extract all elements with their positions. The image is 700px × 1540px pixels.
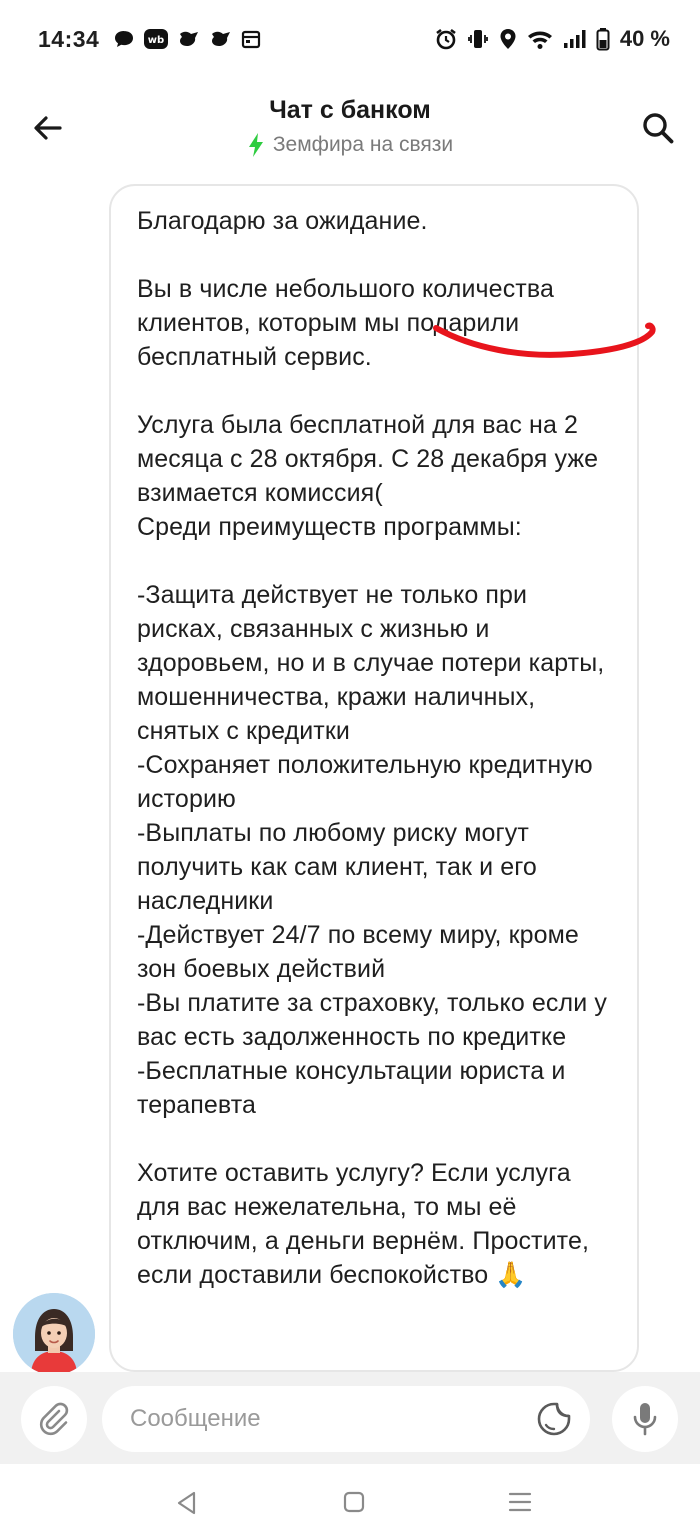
message-input-container bbox=[102, 1386, 590, 1452]
calendar-icon bbox=[241, 29, 261, 49]
sticker-button[interactable] bbox=[534, 1399, 574, 1439]
message-bubble bbox=[109, 184, 639, 1372]
status-bar bbox=[0, 0, 700, 78]
alarm-icon bbox=[434, 27, 458, 51]
agent-status-text: Земфира на связи bbox=[272, 133, 454, 156]
notification-icon bbox=[177, 29, 201, 49]
signal-icon bbox=[562, 28, 588, 50]
system-nav-bar bbox=[0, 1464, 700, 1540]
home-square-icon[interactable] bbox=[342, 1490, 366, 1514]
chat-bubble-icon bbox=[113, 29, 135, 49]
wb-icon bbox=[143, 28, 169, 50]
microphone-icon bbox=[631, 1401, 659, 1437]
recents-menu-icon[interactable] bbox=[508, 1490, 532, 1514]
back-triangle-icon[interactable] bbox=[174, 1490, 200, 1516]
wifi-icon bbox=[526, 28, 554, 50]
attach-button[interactable] bbox=[21, 1386, 87, 1452]
voice-message-button[interactable] bbox=[612, 1386, 678, 1452]
composer-bar bbox=[0, 1372, 700, 1464]
lightning-icon bbox=[247, 132, 265, 158]
search-icon bbox=[641, 111, 675, 145]
battery-icon bbox=[596, 27, 610, 51]
vibrate-icon bbox=[466, 27, 490, 51]
message-text: Благодарю за ожидание. Вы в числе небольшого количества клиентов, которым мы подарили бесплатный сервис. Услуга была бесплатной для вас на 2 месяца с 28 октября. С 28 декабря уже взимается комиссия( Среди преимуществ программы: -Защита действует не только при рисках, связанных с жизнью и здоровьем, но и в случае потери карты, мошенничества, кражи наличных, снятых с кредитки -Сохраняет положительную кредитную историю -Выплаты по любому риску могут получить как сам клиент, так и его наследники -Действует 24/7 по всему миру, кроме зон боевых действий -Вы платите за страховку, только если у вас есть задолженность по кредитке -Бесплатные консультации юриста и терапевта Хотите оставить услугу? Если услуга для вас нежелательна, то мы её отключим, а деньги вернём. Простите, если доставили беспокойство 🙏 bbox=[137, 207, 607, 1289]
status-right bbox=[434, 26, 670, 52]
agent-status bbox=[0, 132, 700, 158]
svg-text:wb: wb bbox=[148, 35, 165, 46]
chat-title: Чат с банком bbox=[269, 96, 431, 124]
paperclip-icon bbox=[37, 1402, 71, 1436]
notification-icon bbox=[209, 29, 233, 49]
battery-percent: 40 % bbox=[619, 26, 670, 51]
agent-avatar bbox=[13, 1293, 95, 1375]
message-input[interactable] bbox=[130, 1386, 520, 1452]
search-button[interactable] bbox=[638, 108, 678, 148]
status-left bbox=[38, 26, 261, 53]
sticker-icon bbox=[536, 1401, 572, 1437]
location-icon bbox=[498, 27, 518, 51]
chat-header bbox=[0, 82, 700, 172]
status-time: 14:34 bbox=[38, 25, 100, 52]
